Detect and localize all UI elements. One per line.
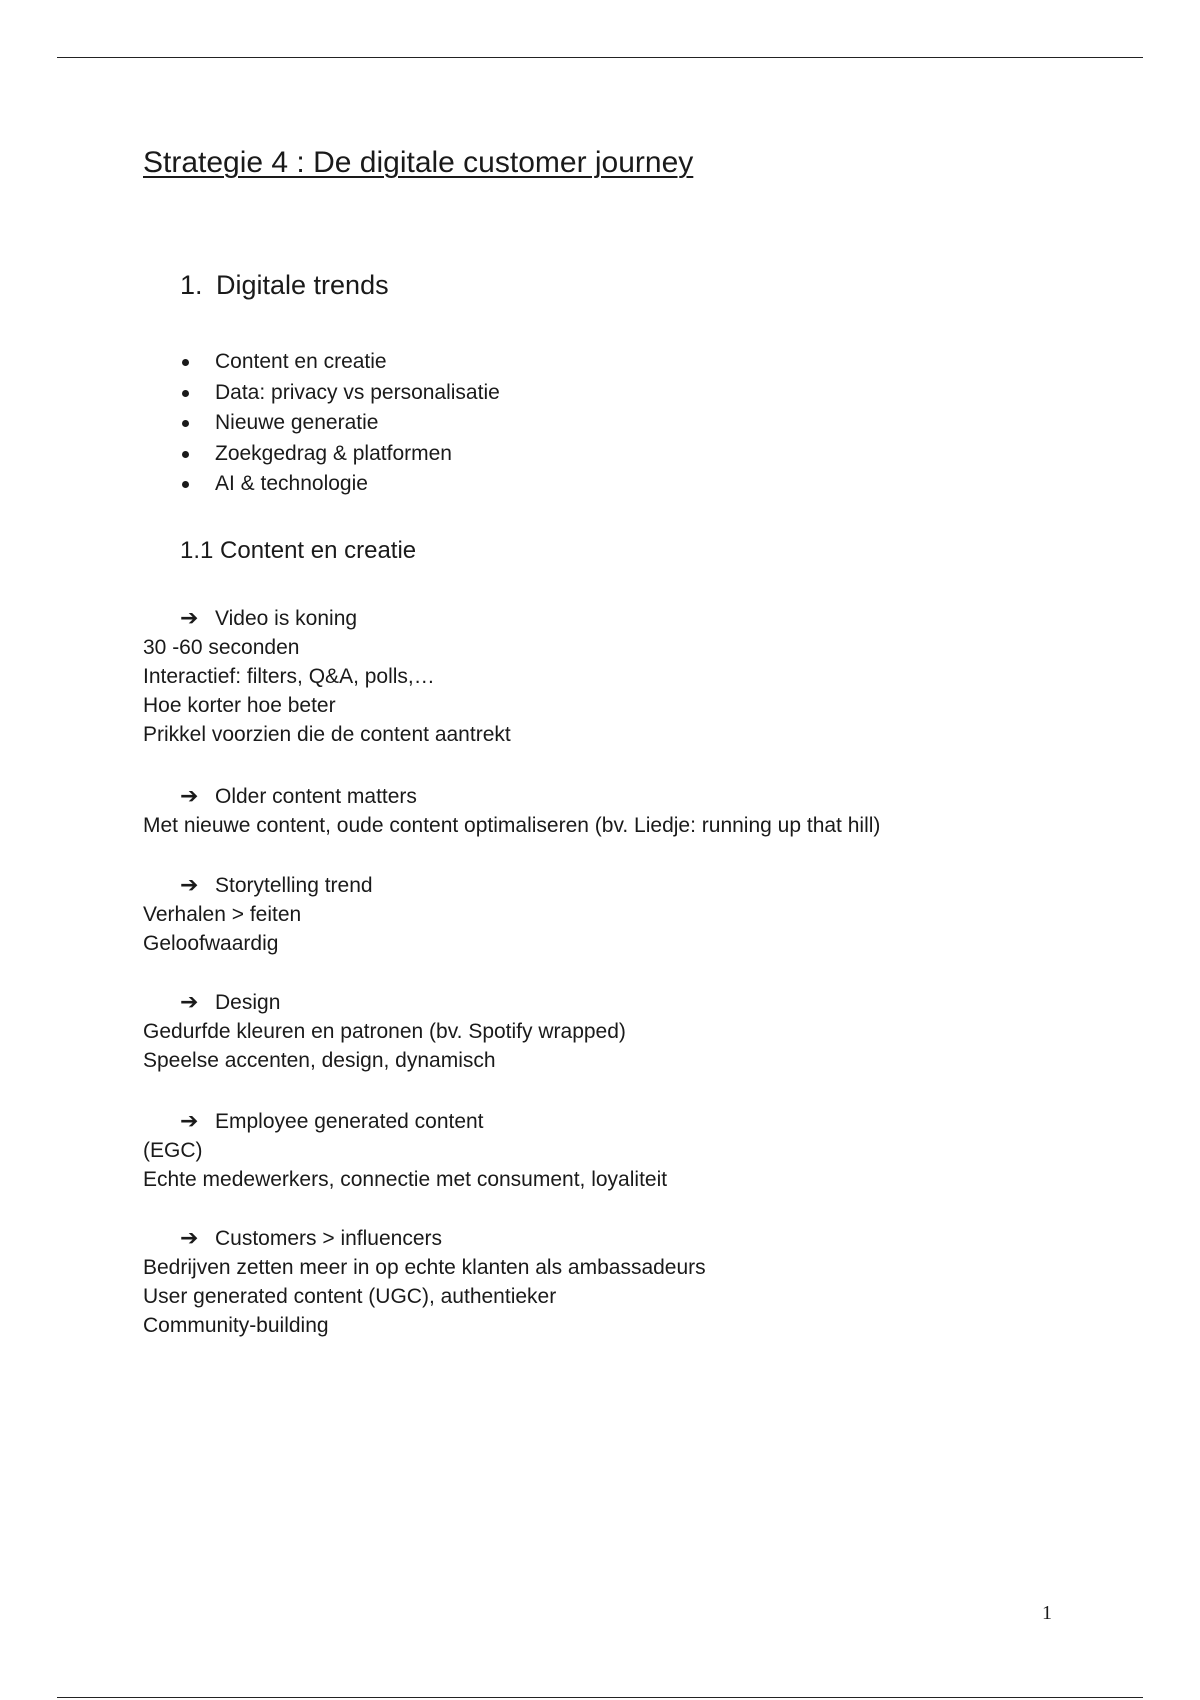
arrow-right-icon: ➔ xyxy=(180,1226,199,1251)
block-line: Prikkel voorzien die de content aantrekt xyxy=(143,723,511,746)
list-item xyxy=(180,380,500,411)
list-item xyxy=(180,441,500,472)
list-item-text: Data: privacy vs personalisatie xyxy=(215,380,500,404)
block-line: Verhalen > feiten xyxy=(143,903,302,926)
block-heading-text: Older content matters xyxy=(215,785,417,808)
content-block xyxy=(143,988,626,1075)
header-rule xyxy=(57,57,1143,58)
trends-bullet-list xyxy=(180,349,500,502)
block-heading-text: Storytelling trend xyxy=(215,874,373,897)
block-line: Community-building xyxy=(143,1314,329,1337)
block-line: (EGC) xyxy=(143,1139,203,1162)
block-line: Hoe korter hoe beter xyxy=(143,694,336,717)
block-heading xyxy=(143,782,880,811)
arrow-right-icon: ➔ xyxy=(180,606,199,631)
block-heading xyxy=(143,871,373,900)
list-item-text: Nieuwe generatie xyxy=(215,411,379,434)
block-heading-text: Design xyxy=(215,991,281,1014)
arrow-right-icon: ➔ xyxy=(180,1109,199,1134)
list-item-text: AI & technologie xyxy=(215,472,368,495)
list-item xyxy=(180,410,500,441)
block-heading-text: Video is koning xyxy=(215,607,358,630)
block-line: 30 -60 seconden xyxy=(143,636,300,659)
list-item-text: Zoekgedrag & platformen xyxy=(215,441,452,465)
arrow-right-icon: ➔ xyxy=(180,990,199,1015)
content-block xyxy=(143,871,373,958)
bullet-icon xyxy=(182,420,189,427)
page-number: 1 xyxy=(1042,1602,1052,1624)
arrow-right-icon: ➔ xyxy=(180,873,199,898)
block-line: Met nieuwe content, oude content optimaliseren (bv. Liedje: running up that hill) xyxy=(143,814,881,837)
content-block xyxy=(143,604,511,749)
list-item xyxy=(180,471,500,502)
section-heading-text: Digitale trends xyxy=(216,270,389,300)
block-heading xyxy=(143,1107,667,1136)
arrow-right-icon: ➔ xyxy=(180,784,199,809)
document-title: Strategie 4 : De digitale customer journey xyxy=(143,146,694,179)
content-block xyxy=(143,1107,667,1194)
block-line: Geloofwaardig xyxy=(143,932,279,955)
list-item-text: Content en creatie xyxy=(215,350,387,373)
subsection-heading: 1.1 Content en creatie xyxy=(180,537,417,564)
block-heading xyxy=(143,604,511,633)
section-number: 1. xyxy=(180,270,203,300)
block-line: User generated content (UGC), authentieker xyxy=(143,1285,557,1308)
block-line: Interactief: filters, Q&A, polls,… xyxy=(143,665,435,688)
bullet-icon xyxy=(182,481,189,488)
block-heading-text: Customers > influencers xyxy=(215,1227,443,1250)
bullet-icon xyxy=(182,451,189,458)
block-heading xyxy=(143,1224,706,1253)
content-block xyxy=(143,782,880,840)
list-item xyxy=(180,349,500,380)
bullet-icon xyxy=(182,390,189,397)
block-line: Echte medewerkers, connectie met consument, loyaliteit xyxy=(143,1168,668,1191)
block-heading xyxy=(143,988,626,1017)
footer-rule xyxy=(57,1697,1143,1698)
block-line: Bedrijven zetten meer in op echte klanten als ambassadeurs xyxy=(143,1256,706,1279)
bullet-icon xyxy=(182,359,189,366)
block-heading-text: Employee generated content xyxy=(215,1110,484,1133)
content-block xyxy=(143,1224,706,1340)
section-heading xyxy=(180,270,389,301)
block-line: Speelse accenten, design, dynamisch xyxy=(143,1049,496,1072)
block-line: Gedurfde kleuren en patronen (bv. Spotify wrapped) xyxy=(143,1020,626,1043)
